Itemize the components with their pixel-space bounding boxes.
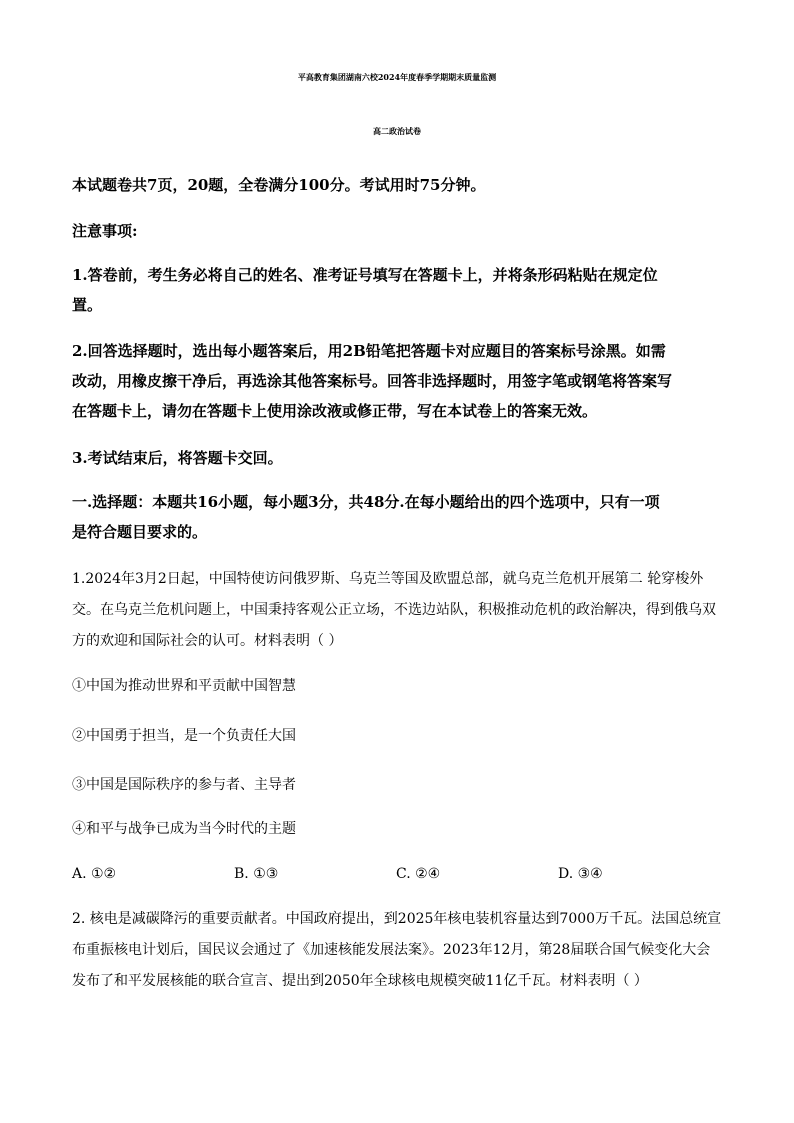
notice-item-1-line-2: 置。: [72, 296, 103, 314]
q1-option-b: B. ①③: [234, 866, 279, 882]
q1-stem-line-2: 交。在乌克兰危机问题上，中国秉持客观公正立场，不选边站队，积极推动危机的政治解决，得到俄乌双: [72, 602, 716, 618]
q1-stem-line-3: 方的欢迎和国际社会的认可。材料表明（ ）: [72, 633, 343, 649]
notice-item-2-line-1: 2.回答选择题时，选出每小题答案后，用2B铅笔把答题卡对应题目的答案标号涂黑。如需: [72, 342, 666, 360]
q1-option-a: A. ①②: [72, 866, 117, 882]
exam-subtitle: 高二政治试卷: [373, 126, 421, 136]
notice-heading: 注意事项:: [72, 222, 138, 240]
q2-stem-line-3: 发布了和平发展核能的联合宣言、提出到2050年全球核电规模突破11亿千瓦。材料表明（ ）: [72, 973, 648, 989]
q2-stem-line-2: 布重振核电计划后，国民议会通过了《加速核能发展法案》。2023年12月，第28届联合国气候变化大会: [72, 942, 711, 958]
exam-title: 平高教育集团湖南六校2024年度春季学期期末质量监测: [297, 72, 497, 82]
q1-statement-4: ④和平与战争已成为当今时代的主题: [72, 821, 296, 837]
q2-stem-line-1: 2. 核电是减碳降污的重要贡献者。中国政府提出，到2025年核电装机容量达到7000万千瓦。法国总统宣: [72, 911, 722, 927]
q1-statement-3: ③中国是国际秩序的参与者、主导者: [72, 777, 296, 793]
notice-item-1-line-1: 1.答卷前，考生务必将自己的姓名、准考证号填写在答题卡上，并将条形码粘贴在规定位: [72, 266, 658, 284]
exam-intro: 本试题卷共7页，20题，全卷满分100分。考试用时75分钟。: [72, 176, 486, 194]
q1-statement-1: ①中国为推动世界和平贡献中国智慧: [72, 678, 296, 694]
notice-item-2-line-3: 在答题卡上，请勿在答题卡上使用涂改液或修正带，写在本试卷上的答案无效。: [72, 402, 598, 420]
section-1-heading-line-1: 一.选择题：本题共16小题，每小题3分，共48分.在每小题给出的四个选项中，只有一项: [72, 493, 660, 511]
notice-item-2-line-2: 改动，用橡皮擦干净后，再选涂其他答案标号。回答非选择题时，用签字笔或钢笔将答案写: [72, 372, 673, 390]
notice-item-3: 3.考试结束后，将答题卡交回。: [72, 449, 283, 467]
q1-option-d: D. ③④: [558, 866, 603, 882]
q1-stem-line-1: 1.2024年3月2日起，中国特使访问俄罗斯、乌克兰等国及欧盟总部，就乌克兰危机开展第二 轮穿梭外: [72, 571, 704, 587]
q1-option-c: C. ②④: [396, 866, 441, 882]
q1-statement-2: ②中国勇于担当，是一个负责任大国: [72, 728, 296, 744]
section-1-heading-line-2: 是符合题目要求的。: [72, 523, 208, 541]
